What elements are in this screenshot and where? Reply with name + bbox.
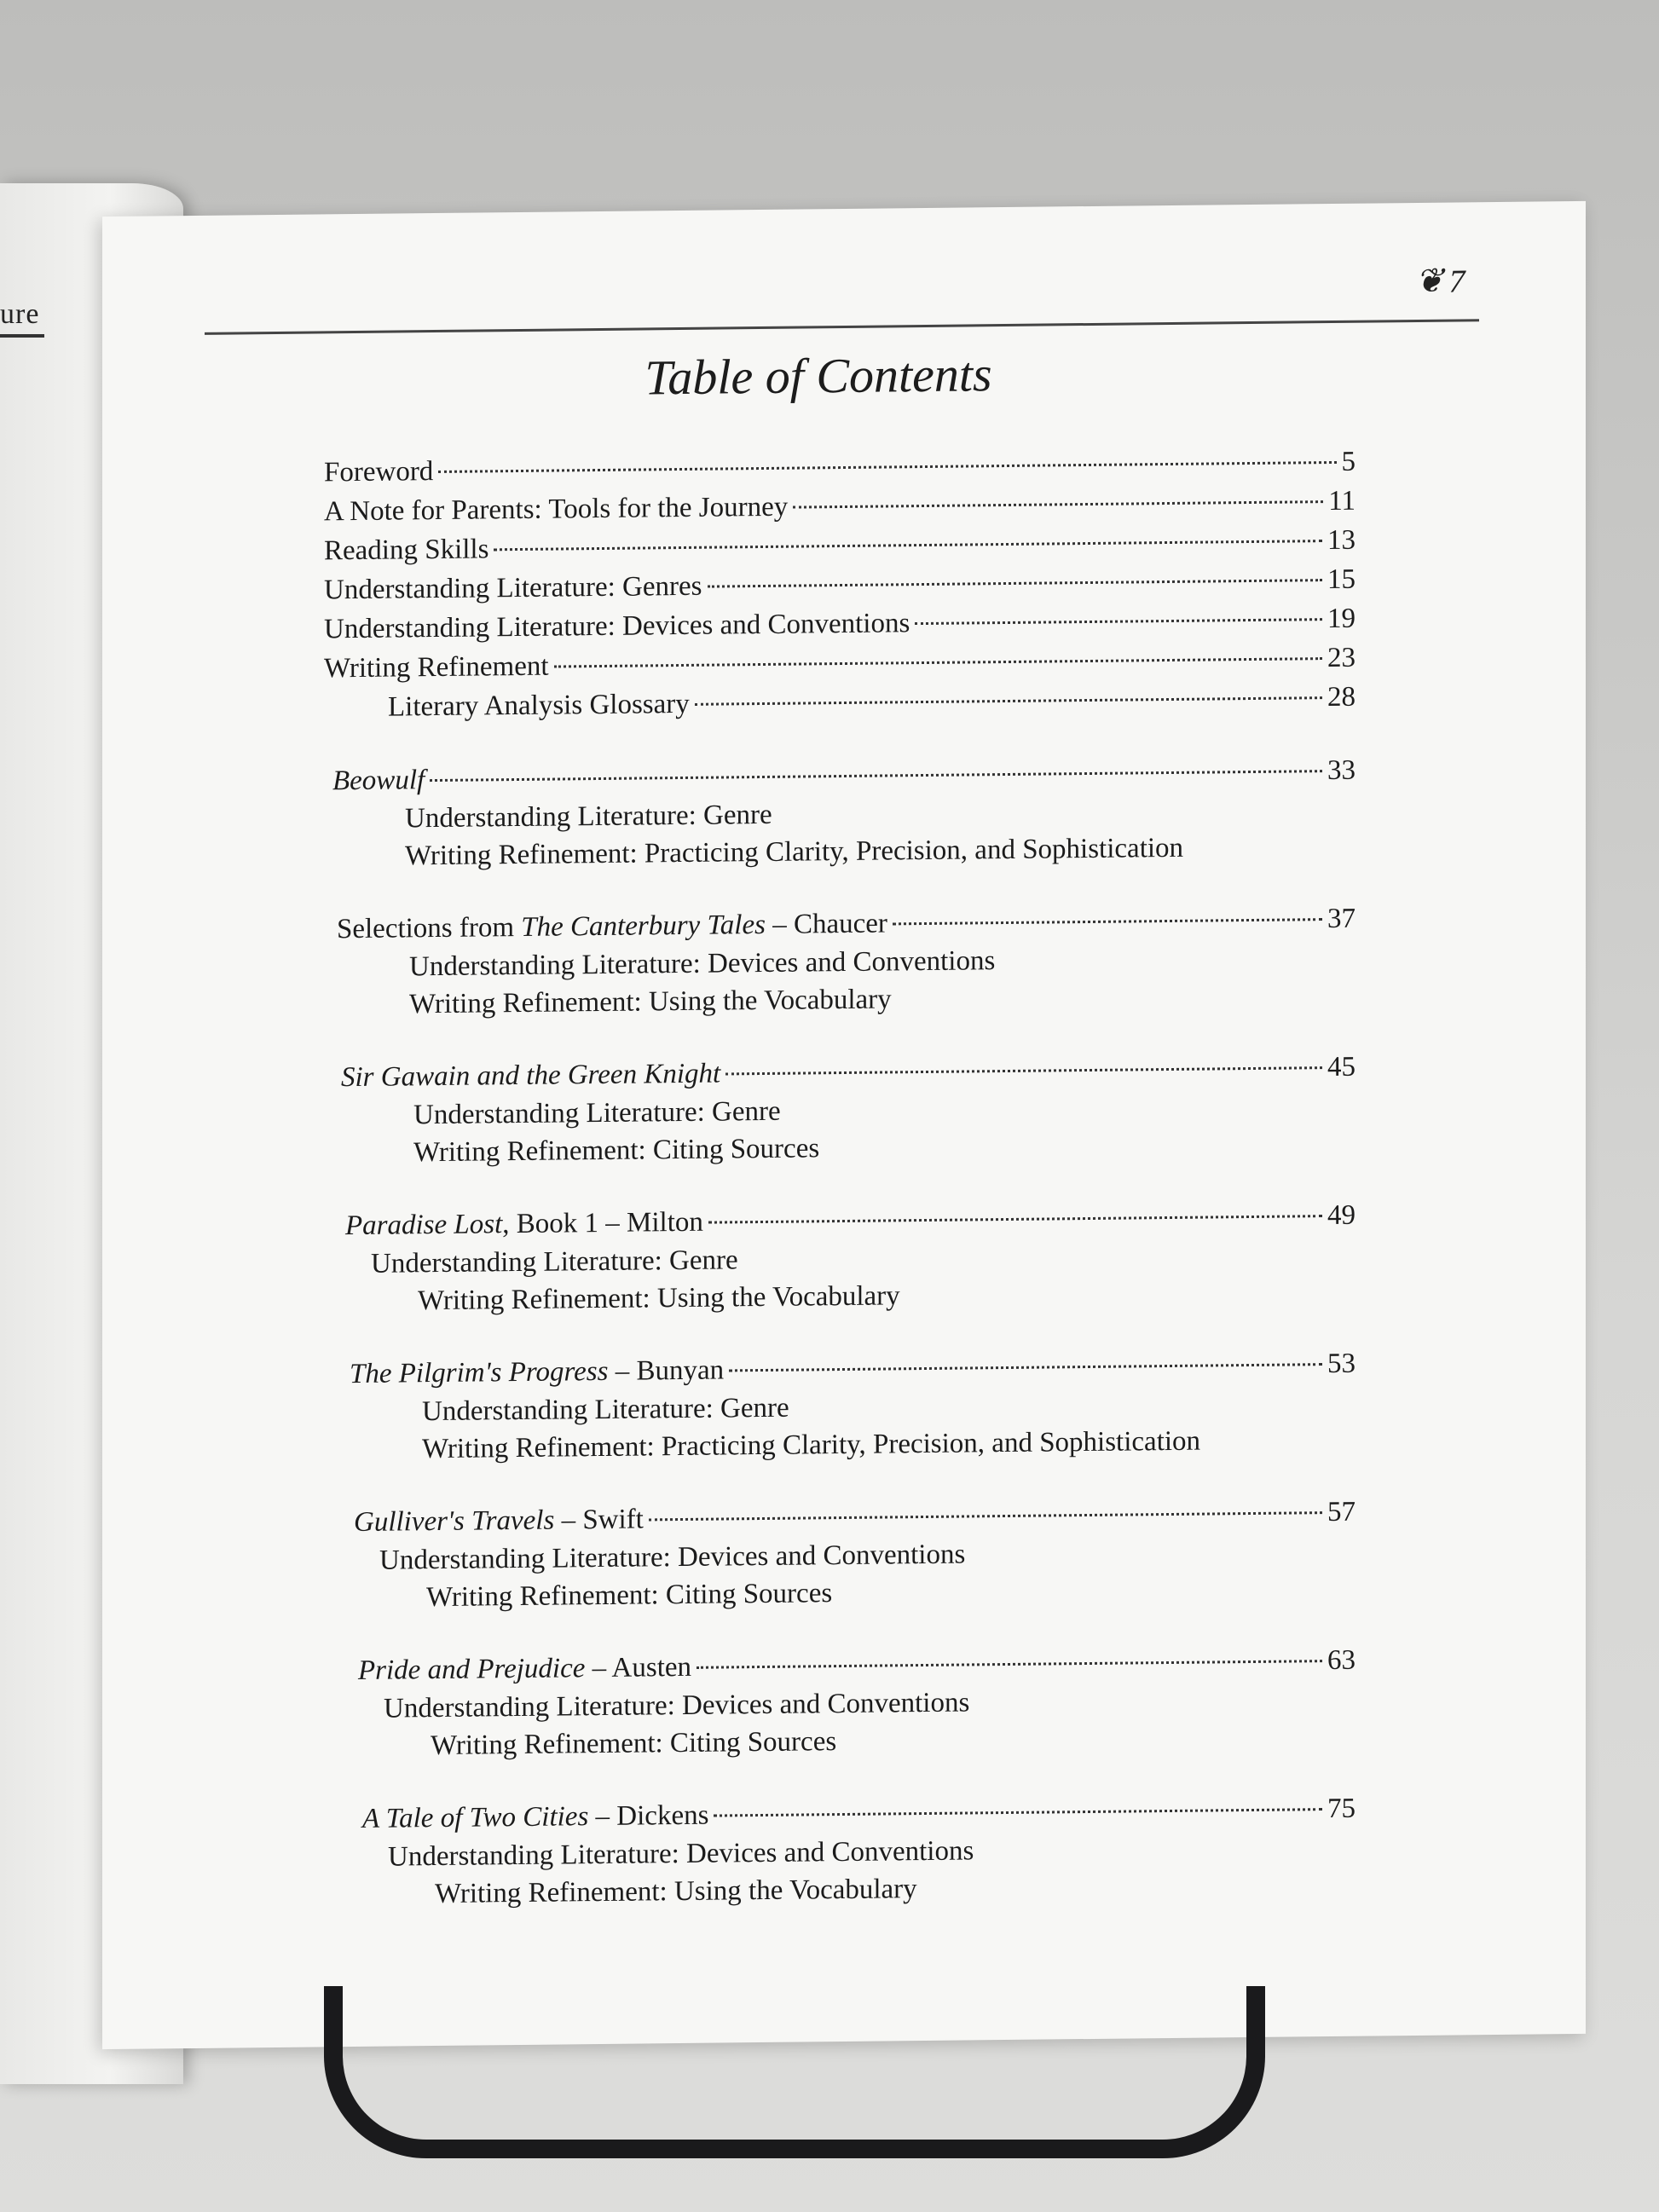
toc-work-page: 63 — [1327, 1644, 1356, 1677]
toc-entry-page: 15 — [1327, 563, 1356, 596]
work-title: Paradise Lost — [345, 1209, 503, 1242]
toc-work-label — [345, 1203, 703, 1245]
dot-leader — [725, 1066, 1322, 1075]
work-title: Gulliver's Travels — [354, 1505, 555, 1539]
book-stand — [324, 1986, 1265, 2158]
toc-sub-entry: Writing Refinement: Citing Sources — [413, 1133, 820, 1169]
toc-sub-entry: Understanding Literature: Devices and Conventions — [379, 1539, 966, 1576]
toc-sub-entry: Understanding Literature: Genre — [371, 1245, 738, 1279]
toc-work-page: 49 — [1327, 1199, 1356, 1232]
toc-entry-page: 13 — [1327, 524, 1356, 557]
work-author: – Swift — [554, 1504, 644, 1536]
work-prefix: Selections from — [337, 911, 522, 945]
toc-work-label — [350, 1350, 724, 1394]
work-title: The Pilgrim's Progress — [350, 1355, 609, 1390]
work-title: Pride and Prejudice — [358, 1653, 586, 1686]
dot-leader — [430, 770, 1322, 782]
toc-work-label — [332, 760, 425, 800]
header-rule — [205, 319, 1479, 335]
toc-sub-entry: Understanding Literature: Devices and Conventions — [388, 1835, 974, 1873]
toc-entry-label: A Note for Parents: Tools for the Journey — [324, 491, 789, 528]
work-title: A Tale of Two Cities — [362, 1801, 589, 1834]
toc-work-page: 57 — [1327, 1496, 1356, 1528]
toc-work-label — [341, 1054, 720, 1098]
toc-entry-label: Writing Refinement — [324, 650, 549, 684]
dot-leader — [697, 1660, 1322, 1669]
page-title: Table of Contents — [645, 346, 992, 406]
toc-work-page: 53 — [1327, 1348, 1356, 1380]
toc-entry-page: 5 — [1341, 446, 1356, 477]
toc-sub-entry: Understanding Literature: Devices and Conventions — [384, 1687, 970, 1724]
book-page — [102, 201, 1586, 2049]
toc-work-page: 37 — [1327, 903, 1356, 935]
work-author: – Dickens — [588, 1799, 709, 1833]
front-matter — [324, 442, 1356, 728]
toc-work-page: 33 — [1327, 754, 1356, 787]
dot-leader — [793, 500, 1323, 509]
dot-leader — [915, 618, 1322, 625]
left-page-edge-text: ure — [0, 298, 44, 338]
toc-sub-entry: Writing Refinement: Practicing Clarity, Precision, and Sophistication — [405, 832, 1184, 872]
toc-work-label — [354, 1499, 644, 1542]
toc-sub-entry: Writing Refinement: Citing Sources — [426, 1578, 833, 1614]
toc-work-label — [362, 1796, 708, 1839]
toc-sub-entry: Understanding Literature: Genre — [422, 1392, 789, 1428]
toc-sub-entry: Writing Refinement: Citing Sources — [431, 1726, 837, 1762]
works-list — [324, 751, 1356, 1949]
page-number — [1415, 260, 1465, 301]
toc-work-page: 75 — [1327, 1793, 1356, 1825]
work-author: – Austen — [585, 1651, 692, 1684]
toc-sub-entry: Writing Refinement: Using the Vocabulary — [435, 1874, 917, 1910]
toc-sub-entry: Understanding Literature: Devices and Conventions — [409, 945, 996, 983]
toc-sub-entry: Understanding Literature: Genre — [413, 1095, 781, 1131]
toc-sub-entry: Understanding Literature: Genre — [405, 799, 772, 835]
toc-work-label — [358, 1648, 691, 1690]
dot-leader — [649, 1511, 1322, 1521]
dot-leader — [438, 461, 1336, 473]
toc-sub-entry: Writing Refinement: Practicing Clarity, Precision, and Sophistication — [422, 1425, 1201, 1465]
dot-leader — [554, 657, 1322, 667]
toc-entry-page: 11 — [1328, 485, 1356, 517]
toc-sub-entry: Writing Refinement: Using the Vocabulary — [418, 1280, 900, 1317]
toc-entry-label: Literary Analysis Glossary — [388, 688, 690, 723]
toc-sub-entry: Writing Refinement: Using the Vocabulary — [409, 984, 892, 1020]
dot-leader — [695, 696, 1322, 706]
toc-entry-label: Understanding Literature: Devices and Conventions — [324, 608, 910, 645]
work-title: The Canterbury Tales — [521, 909, 766, 943]
table-of-contents — [324, 442, 1356, 1949]
work-author: – Bunyan — [608, 1354, 725, 1387]
toc-entry-label: Reading Skills — [324, 534, 489, 567]
work-author: , Book 1 – Milton — [502, 1206, 703, 1240]
toc-entry-page: 23 — [1327, 642, 1356, 674]
work-title: Sir Gawain and the Green Knight — [341, 1058, 721, 1094]
dot-leader — [729, 1363, 1322, 1372]
dot-leader — [893, 918, 1322, 925]
dot-leader — [714, 1808, 1322, 1816]
dot-leader — [708, 579, 1322, 588]
work-author: – Chaucer — [765, 908, 887, 940]
fleuron-icon: ❦ — [1415, 261, 1444, 300]
dot-leader — [708, 1215, 1322, 1224]
page-number-value: 7 — [1448, 263, 1465, 300]
toc-work-page: 45 — [1327, 1051, 1356, 1083]
toc-entry-label: Foreword — [324, 456, 434, 488]
toc-entry-page: 28 — [1327, 681, 1356, 713]
work-title: Beowulf — [332, 765, 425, 797]
toc-entry-page: 19 — [1327, 603, 1356, 635]
dot-leader — [494, 540, 1322, 551]
toc-work-label — [337, 904, 887, 949]
toc-entry-label: Understanding Literature: Genres — [324, 570, 702, 606]
